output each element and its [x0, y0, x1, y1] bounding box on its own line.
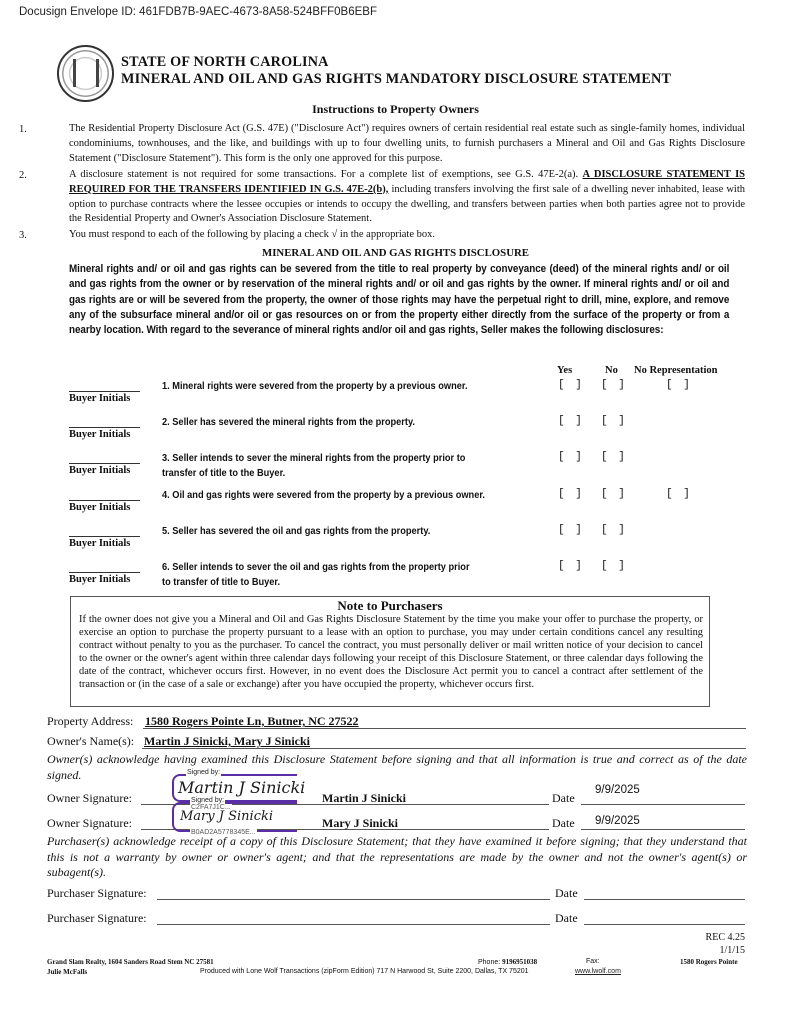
instruction-number: 2. — [19, 170, 27, 181]
owner-printed-name: Mary J Sinicki — [322, 816, 399, 830]
owner-signature-label: Owner Signature: — [47, 816, 132, 830]
no-checkbox[interactable]: [ ] — [601, 560, 627, 572]
instruction-item-2 — [69, 168, 745, 227]
yes-checkbox[interactable]: [ ] — [558, 415, 584, 427]
buyer-initials-field[interactable] — [69, 536, 140, 537]
date-label: Date — [555, 911, 578, 925]
agent-name: Julie McFalls — [47, 968, 88, 976]
buyer-initials-label: Buyer Initials — [69, 538, 131, 549]
question-text: 5. Seller has severed the oil and gas rights from the property. — [162, 525, 431, 537]
question-line-1: 3. Seller intends to sever the mineral rights from the property prior to — [162, 452, 466, 464]
note-text: If the owner does not give you a Mineral and Oil and Gas Rights Disclosure Statement by the time you make your offer to purchase the property, or exercise an option to purchase the property pursuant to a lease with an option to purchase, you may under certain conditions cancel any resulting contract without penalty to you as the purchaser. To cancel the contract, you must personally deliver or mail written notice of your decision to cancel to the owner or the owner's agent within three calendar days following your receipt of this Disclosure Statement, or three calendar days following the date of the contract, whichever occurs first. However, in no event does the Disclosure Act permit you to cancel a contract after settlement of the transaction or (in the case of a sale or exchange) after you have occupied the property, whichever occurs first. — [79, 614, 703, 691]
owner-printed-name: Martin J Sinicki — [322, 791, 407, 805]
owner-signature-image: Martin J Sinicki — [178, 778, 306, 797]
disclosure-question-row — [0, 414, 791, 450]
purchaser-acknowledgement: Purchaser(s) acknowledge receipt of a copy of this Disclosure Statement; that they have examined it before signing; that they understand that this is not a warranty by owner or owner's agent; and that the representations are made by the owner and not the owner's agent(s) or subagent(s). — [47, 834, 747, 879]
buyer-initials-label: Buyer Initials — [69, 465, 131, 476]
instruction-number: 1. — [19, 124, 27, 135]
disclosure-intro: Mineral rights and/ or oil and gas rights can be severed from the title to real property by conveyance (deed) of the mineral rights and/ or oil and gas rights from the owner or by reservation of the mineral rights and/ or oil and gas rights by the owner. If mineral rights and/ or oil and gas rights are or will be severed from the property, the owner of those rights may have the perpetual right to drill, mine, explore, and remove any of the subsurface mineral and/or oil or gas resources on or from the property either directly from the surface of the property or from a nearby location. With regard to the severance of mineral rights and/or oil and gas rights, Seller makes the following disclosures: — [69, 263, 730, 337]
document-title-state: STATE OF NORTH CAROLINA — [121, 54, 329, 70]
column-yes: Yes — [557, 365, 573, 376]
purchaser-signature-label: Purchaser Signature: — [47, 911, 147, 925]
document-title: MINERAL AND OIL AND GAS RIGHTS MANDATORY DISCLOSURE STATEMENT — [121, 71, 672, 87]
no-representation-checkbox[interactable]: [ ] — [666, 488, 692, 500]
question-line-2: transfer of title to the Buyer. — [162, 466, 286, 479]
instruction-number: 3. — [19, 230, 27, 241]
signed-by-tag: Signed by: — [191, 797, 225, 804]
question-text: 1. Mineral rights were severed from the property by a previous owner. — [162, 380, 468, 392]
column-no: No — [605, 365, 618, 376]
question-line-1: 6. Seller intends to sever the oil and gas rights from the property prior — [162, 561, 470, 573]
signer-id-tag: C2FA7J1C... — [191, 804, 231, 811]
no-checkbox[interactable]: [ ] — [601, 415, 627, 427]
disclosure-question-row — [0, 523, 791, 559]
purchaser-signature-row — [0, 911, 791, 931]
yes-checkbox[interactable]: [ ] — [558, 524, 584, 536]
no-checkbox[interactable]: [ ] — [601, 488, 627, 500]
owner-names-row — [47, 734, 747, 750]
buyer-initials-label: Buyer Initials — [69, 502, 131, 513]
brokerage-info: Grand Slam Realty, 1604 Sanders Road Stem NC 27581 — [47, 958, 214, 966]
owner-acknowledgement: Owner(s) acknowledge having examined this Disclosure Statement before signing and that all information is true and correct as of the date signed. — [47, 752, 747, 782]
owner-signature-image: Mary J Sinicki — [180, 809, 274, 824]
column-no-representation: No Representation — [634, 365, 718, 376]
question-line-2: to transfer of title to Buyer. — [162, 575, 281, 588]
no-checkbox[interactable]: [ ] — [601, 451, 627, 463]
phone-value: 9196951038 — [502, 958, 538, 966]
owner-date-value: 9/9/2025 — [595, 784, 640, 796]
note-to-purchasers-box — [70, 596, 710, 707]
owner-signature-label: Owner Signature: — [47, 791, 132, 805]
phone-info — [478, 958, 537, 966]
buyer-initials-label: Buyer Initials — [69, 393, 131, 404]
disclosure-question-row — [0, 450, 791, 486]
property-address-row — [47, 714, 747, 730]
owner-names-label: Owner's Name(s): — [47, 734, 135, 748]
owner-names-value: Martin J Sinicki, Mary J Sinicki — [144, 734, 311, 748]
property-address-value: 1580 Rogers Pointe Ln, Butner, NC 27522 — [145, 714, 359, 728]
question-text — [162, 451, 532, 480]
question-text: 4. Oil and gas rights were severed from the property by a previous owner. — [162, 489, 485, 501]
buyer-initials-field[interactable] — [69, 391, 140, 392]
yes-checkbox[interactable]: [ ] — [558, 488, 584, 500]
no-checkbox[interactable]: [ ] — [601, 379, 627, 391]
purchaser-signature-field[interactable] — [157, 886, 550, 900]
disclosure-question-row — [0, 378, 791, 414]
yes-checkbox[interactable]: [ ] — [558, 451, 584, 463]
fax-label: Fax: — [586, 958, 600, 965]
produced-with: Produced with Lone Wolf Transactions (zipForm Edition) 717 N Harwood St, Suite 2200, Dallas, TX 75201 — [200, 968, 529, 975]
form-code: REC 4.25 — [705, 932, 745, 943]
required-transfers-notice: A DISCLOSURE STATEMENT IS REQUIRED FOR THE TRANSFERS IDENTIFIED IN G.S. 47E-2(b), — [69, 169, 746, 195]
instruction-item-1: The Residential Property Disclosure Act (G.S. 47E) ("Disclosure Act") requires owners of certain residential real estate such as single-family homes, individual condominiums, townhouses, and the like, and buildings with up to four dwelling units, to furnish purchasers a Mineral and Oil and Gas Rights Disclosure Statement ("Disclosure Statement"). This form is the only one approved for this purpose. — [69, 123, 745, 164]
instruction-text: A disclosure statement is not required for some transactions. For a complete list of exemptions, see G.S. 47E-2(a). — [69, 169, 583, 180]
instruction-text: including transfers involving the first sale of a dwelling never inhabited, lease with option to purchase contracts where the lessee occupies or intends to occupy the dwelling, and transfers between parties when both parties agree not to provide the Residential Property and Owner's Association Disclosure Statement. — [69, 183, 746, 225]
signed-by-tag: Signed by: — [187, 769, 221, 776]
disclosure-heading: MINERAL AND OIL AND GAS RIGHTS DISCLOSURE — [262, 247, 529, 259]
nc-seal-icon — [57, 45, 114, 102]
date-label: Date — [552, 791, 575, 805]
no-checkbox[interactable]: [ ] — [601, 524, 627, 536]
signer-id-tag: B0AD2A5778345E... — [191, 829, 256, 836]
yes-checkbox[interactable]: [ ] — [558, 560, 584, 572]
property-address-label: Property Address: — [47, 714, 134, 728]
purchaser-signature-field[interactable] — [157, 911, 550, 925]
purchaser-signature-label: Purchaser Signature: — [47, 886, 147, 900]
buyer-initials-field[interactable] — [69, 427, 140, 428]
owner-date-value: 9/9/2025 — [595, 815, 640, 827]
lone-wolf-website-link[interactable]: www.lwolf.com — [575, 968, 621, 975]
property-reference: 1580 Rogers Pointe — [680, 958, 738, 966]
form-date: 1/1/15 — [719, 945, 745, 956]
disclosure-question-row — [0, 487, 791, 523]
no-representation-checkbox[interactable]: [ ] — [666, 379, 692, 391]
buyer-initials-field[interactable] — [69, 463, 140, 464]
purchaser-date-field[interactable] — [584, 886, 745, 900]
question-text: 2. Seller has severed the mineral rights from the property. — [162, 416, 415, 428]
note-heading: Note to Purchasers — [337, 598, 443, 613]
buyer-initials-label: Buyer Initials — [69, 429, 131, 440]
docusign-envelope-id: Docusign Envelope ID: 461FDB7B-9AEC-4673-8A58-524BFF0B6EBF — [19, 6, 377, 18]
disclosure-question-row — [0, 559, 791, 595]
purchaser-date-field[interactable] — [584, 911, 745, 925]
instruction-item-3: You must respond to each of the following by placing a check √ in the appropriate box. — [69, 229, 435, 240]
question-text — [162, 560, 532, 589]
purchaser-signature-row — [0, 886, 791, 906]
date-label: Date — [552, 816, 575, 830]
date-label: Date — [555, 886, 578, 900]
buyer-initials-field[interactable] — [69, 500, 140, 501]
instructions-heading: Instructions to Property Owners — [312, 102, 479, 116]
yes-checkbox[interactable]: [ ] — [558, 379, 584, 391]
phone-label: Phone: — [478, 959, 501, 966]
buyer-initials-label: Buyer Initials — [69, 574, 131, 585]
buyer-initials-field[interactable] — [69, 572, 140, 573]
